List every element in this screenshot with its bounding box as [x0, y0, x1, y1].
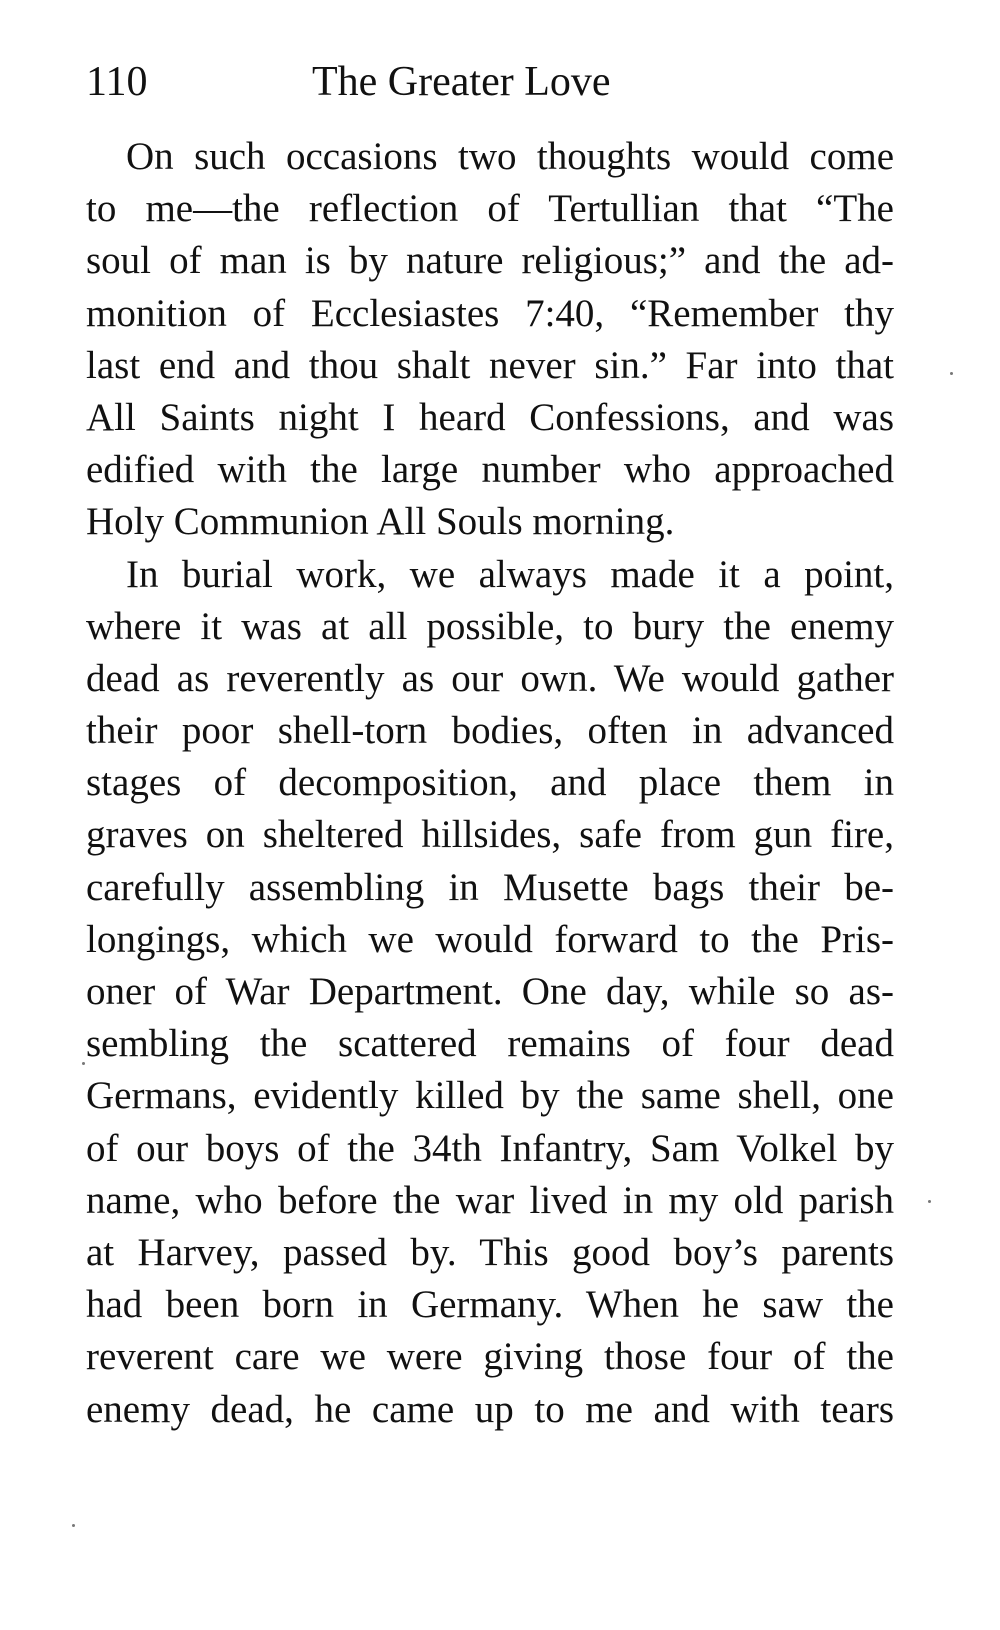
- text-line: at Harvey, passed by. This good boy’s parents: [86, 1230, 894, 1274]
- text-line: graves on sheltered hillsides, safe from gun fire,: [86, 813, 894, 857]
- text-line: All Saints night I heard Confessions, and was: [86, 395, 894, 439]
- text-line: stages of decomposition, and place them in: [86, 761, 894, 805]
- scan-speck: [928, 1200, 931, 1203]
- text-line: of our boys of the 34th Infantry, Sam Volkel by: [86, 1126, 894, 1170]
- text-line: Germans, evidently killed by the same shell, one: [86, 1074, 894, 1118]
- book-title: The Greater Love: [312, 59, 611, 105]
- text-line: enemy dead, he came up to me and with tears: [86, 1387, 894, 1431]
- text-line: In burial work, we always made it a point,: [126, 552, 894, 596]
- text-line: Holy Communion All Souls morning.: [86, 500, 675, 544]
- text-line: last end and thou shalt never sin.” Far into that: [86, 343, 894, 387]
- text-line: oner of War Department. One day, while so as-: [86, 970, 894, 1013]
- page-number: 110: [86, 59, 148, 105]
- text-line: On such occasions two thoughts would come: [126, 135, 894, 178]
- text-line: had been born in Germany. When he saw the: [86, 1283, 894, 1327]
- text-line: sembling the scattered remains of four dead: [86, 1022, 894, 1066]
- paragraph-tertullian: [86, 131, 894, 549]
- text-line: soul of man is by nature religious;” and the ad-: [86, 239, 894, 283]
- text-line: longings, which we would forward to the Pris-: [86, 917, 894, 961]
- scan-speck: [82, 1062, 85, 1065]
- text-line: their poor shell-torn bodies, often in advanced: [86, 709, 894, 753]
- scan-speck: [950, 372, 953, 375]
- paragraph-burial-work: [86, 549, 894, 1436]
- text-line: reverent care we were giving those four of the: [86, 1335, 894, 1379]
- text-line: dead as reverently as our own. We would gather: [86, 656, 894, 700]
- text-line: edified with the large number who approached: [86, 448, 894, 492]
- text-line: name, who before the war lived in my old parish: [86, 1178, 894, 1222]
- text-line: carefully assembling in Musette bags their be-: [86, 865, 894, 909]
- text-line: to me—the reflection of Tertullian that “The: [86, 187, 894, 231]
- text-line: monition of Ecclesiastes 7:40, “Remember thy: [86, 291, 894, 335]
- scan-speck: [72, 1524, 75, 1527]
- text-line: where it was at all possible, to bury the enemy: [86, 604, 894, 648]
- body-text: [86, 131, 894, 1436]
